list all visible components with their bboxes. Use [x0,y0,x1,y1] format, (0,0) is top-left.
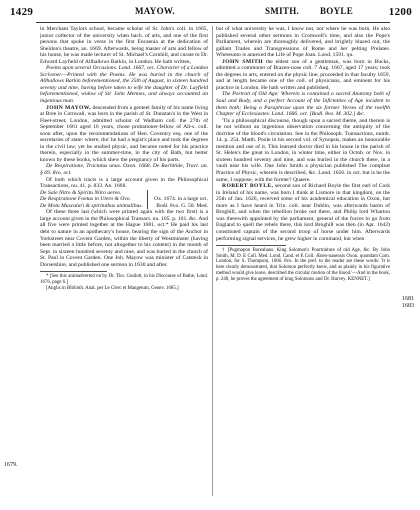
entry-name-smith: JOHN SMITH [222,58,264,65]
margin-date-left: 1679. [4,462,18,468]
right-paragraph-3: The Portrait of Old Age: Wherein is contained a sacred Anatomy both of Soul and Body, and a perfect Account of the Infirmities of Age incident to them both; Being a Paraphrase upon the six former Verses of the twelfth Chapter of Ecclesiastes. Lond. 1666. oct. [Bodl. 8vo. M. 302.] &c. [216,91,390,118]
header-year-right: 1200 [388,6,412,18]
column-divider [212,26,213,496]
right-paragraph-4: 'Tis a philosophical discourse, though upon a sacred theme, and therein is he not without an ingenious observation concerning the antiquity of the doctrine of the blood's circulation. See in the Philosoph. Transactions, numb. 14. p. 254. Matth. Poole in his second vol. of Synopsis, makes an honourable mention and use of it. This learned doctor died in his house in the parish of St. Helen's the great in London, in winter time, either in Octob. or Nov. in sixteen hundred seventy and nine, and was buried in the church there, in a vault near his wife. One John Smith a physician published The compleat Practice of Physic, wherein is described, &c. Lond. 1656. in oct. but is he the same, I suppose, with the former? Quaere. [216,117,390,183]
right-paragraph-5: second son of Richard Boyle the first earl of Cork in Ireland of his name, was born I think at Lismore in that kingdom, on the 25th of Jan. 1626, received some of his academical education in Oxon, but more as I have heard in Trin. coll. near Dublin, was afterwards baron of Broghill, and when the rebellion broke out there, and Philip lord Wharton was therewith appointed by the parliament, general of the forces to go from England to quell the rebels there, this lord Broghill was then (in Apr. 1642) constituted captain of the second troop of horse under him. Afterwards performing signal services, he grew higher in command, but when [216,183,390,242]
footnote-rule [40,271,107,272]
left-paragraph-6: Of these three last (which were printed again with the two first) is a large account given in the Philosophical Transact. nu. 105. p. 101. &c. And all five were printed together at the Hague 1681. oct.* He paid his last debt to nature in an apothecary's house, bearing the sign of the Anchor in Yorkstreet near Covent Garden, within the liberty of Westminster (having been married a little before, not altogether to his content) in the month of Sept. in sixteen hundred seventy and nine, and was buried in the church of St. Paul in Covent Garden. One Joh. Mayow was minister of Catsteck in Dorsetshire, and published one sermon in 1630 and after. [40,209,208,268]
header-name-left: MAYOW. [135,6,175,16]
right-column [216,26,390,282]
entry-name-boyle: ROBERT BOYLE, [222,183,274,190]
header-rule [36,22,390,23]
header-name-mid: SMITH. [265,6,300,16]
left-paragraph-3: descended from a genteel family of his name living at Bree in Cornwall, was born in the parish of St. Dunstan's in the West in Fleet-street, London, admitted scholar of Wadham coll. the 27th of September 1661 aged 16 years, chose probationer-fellow of All-s. coll. soon after, upon the recommendations of Hen. Coventry esq. one of the secretaries of state: where, tho' he had a legist's place and took the degrees in the civil law, yet he studied physic, and became noted for his practice therein, especially in the summer-time, in the city of Bath, but better known by these books, which shew the pregnancy of his parts. [40,104,208,163]
table-row [40,196,208,203]
left-column [40,26,208,291]
left-paragraph-5: Of both which tracts is a large account given in the Philosophical Transactions, nu. 41. p. 833. An. 1668. [40,176,208,190]
header-year-left: 1429 [10,6,34,18]
footnote-right: † [Pugmapon Boreahaus. King Solomon's Pourtraiture of old Age, &c. By John Smith, M. D. E Coll. Med. Lond. Cand. et E Coll. Æneo-nasensis Oxon. quondam Com. London, for S. Thompson, 1666. 8vo. In the pref. to the reader are these words: 'It is here clearly demonstrated, that Solomon perfectly knew, and as plainly in his figurative method would give leave, described the circular motion of the blood.'—And in the book, p. 240, he proves the agreement of king Solomons and Dr. Harvey. KENNET.] [216,248,390,282]
right-paragraph-1: but of what university he was, I know not, nor where he was born. He also published several other sermons in Cromwell's time, and also the Pope's Parliament, wherein are thoroughly delivered, and brightly blazed out, the gallant Trades and Transgressions of Rome and her pelting Prelates. Whereunto is annexed the Life of Pope Joan. Lond. 1591. qu. [216,26,390,59]
left-paragraph-1: in Merchant Taylors school, became scholar of St. John's coll. in 1665, junior collector of the university when bach. of arts, and one of the first persons that spoke in verse in the first Encaenia at the dedication of Sheldon's theatre, an. 1669. Afterwards, being master of arts and fellow of his house, he was made lecturer of St. Michael's Cornhill, and curate to Dr. Edward Layfield of Allhallows Barkin, in London. He hath written, [40,26,208,65]
header-name-right: BOYLE [320,6,354,16]
page-header [10,6,412,22]
table-cell-left: De Sale Nitro & Spiritu Nitro aereo. [40,189,122,196]
footnote-rule [216,245,286,246]
entry-name-mayow: JOHN MAYOW, [46,104,92,111]
left-paragraph-2: Poems upon several Occasions. Lond. 1667, oct. Character of a London Scrivener.—Printed with the Poems. He was buried in the church of Allhallows Barkin beforementioned, the 25th of August, in sixteen hundred seventy and nine, having before taken to wife the daughter of Dr. Layfield beforementioned, widow of Sir John Mennes, and always accounted an ingenious man. [40,65,208,105]
right-paragraph-2: the eldest son of a gentleman, was born in Bucks, admitted a commoner of Brazen-nose coll. 7 Aug. 1667, aged 17 years; took the degrees in arts, entered on the physic line, proceeded in that faculty 1659, and at length became one of the coll. of physicians, and eminent for his practice in London. He hath written and published, [216,58,390,91]
margin-date-right-1: 1681 [402,296,414,302]
right-entry-smith [216,59,390,92]
table-cell-left: De Respiratione Foetus in Utero & Ovo. [40,196,131,203]
footnote-2: [Anglis in Biblioth. Anal. per Le Clerc et Mangetum, Genev. 1685.] [46,285,179,291]
margin-dates-right [402,296,414,310]
left-entry-mayow [40,105,208,164]
table-cell-right: Bodl. 8vo. G. 50. Med. [148,203,208,210]
table-cell-left: De Motu Musculari & spirituibus animalibus. [40,202,143,209]
right-entry-boyle [216,183,390,242]
table-cell-right: Ox. 1674. in a large oct. [148,196,208,203]
left-paragraph-4: De Respiratione, Tractatus unus. Oxon. 1668. De Rachitide, Tract. un. § 69. 8vo. oct. [40,163,208,177]
footnote-1: * [See this animadverted on by Dr. Tho. Guidott, in his Discourse of Bathe, Lond. 1676, page 6.] [40,274,208,285]
margin-date-right-2: 1683 [402,303,414,309]
works-table [40,190,208,210]
